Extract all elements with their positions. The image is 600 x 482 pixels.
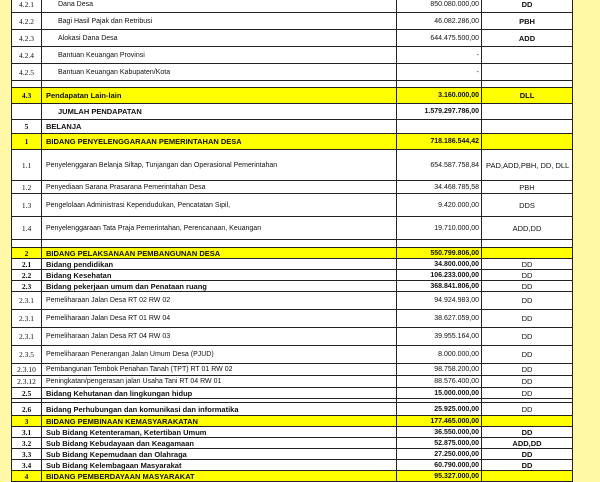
- row-code: 2.1: [12, 259, 42, 270]
- row-amount: 36.550.000,00: [397, 427, 482, 438]
- row-description: Bidang Perhubungan dan komunikasi dan informatika: [42, 403, 397, 416]
- row-description: Penyelenggaran Belanja Siltap, Tunjangan dan Operasional Pemerintahan: [42, 150, 397, 181]
- row-code: 3.1: [12, 427, 42, 438]
- row-source: PBH: [482, 13, 573, 30]
- row-description: Bidang Kesehatan: [42, 270, 397, 281]
- row-description: Sub Bidang Kepemudaan dan Olahraga: [42, 449, 397, 460]
- row-code: 2.3.12: [12, 376, 42, 388]
- row-code: 4.2.1: [12, 0, 42, 13]
- row-code: [12, 240, 42, 248]
- row-source: DD: [482, 346, 573, 364]
- table-row: [12, 310, 573, 328]
- row-source: DD: [482, 427, 573, 438]
- row-description: Bantuan Keuangan Provinsi: [42, 47, 397, 64]
- table-row: [12, 416, 573, 427]
- table-row: [12, 403, 573, 416]
- row-source: [482, 47, 573, 64]
- table-row: [12, 449, 573, 460]
- table-row: [12, 376, 573, 388]
- row-description: Bidang Kehutanan dan lingkungan hidup: [42, 388, 397, 399]
- table-row: [12, 88, 573, 104]
- row-code: 2.3.1: [12, 310, 42, 328]
- row-amount: 850.080.000,00: [397, 0, 482, 13]
- row-code: 2.5: [12, 388, 42, 399]
- row-code: 1.2: [12, 181, 42, 194]
- row-amount: -: [397, 47, 482, 64]
- table-row: [12, 104, 573, 120]
- row-source: [482, 134, 573, 150]
- row-amount: [397, 240, 482, 248]
- row-amount: 644.475.500,00: [397, 30, 482, 47]
- row-code: 5: [12, 120, 42, 134]
- row-description: BIDANG PELAKSANAAN PEMBANGUNAN DESA: [42, 248, 397, 259]
- table-row: [12, 388, 573, 399]
- row-source: DD: [482, 310, 573, 328]
- row-code: 4.2.5: [12, 64, 42, 81]
- table-row: [12, 281, 573, 292]
- row-code: [12, 81, 42, 88]
- row-amount: 88.576.400,00: [397, 376, 482, 388]
- row-amount: 34.468.785,58: [397, 181, 482, 194]
- row-code: 2.3.1: [12, 328, 42, 346]
- row-code: 1.1: [12, 150, 42, 181]
- row-amount: 98.758.200,00: [397, 364, 482, 376]
- row-code: 4.2.2: [12, 13, 42, 30]
- row-description: BIDANG PEMBERDAYAAN MASYARAKAT: [42, 471, 397, 482]
- row-amount: 94.924.983,00: [397, 292, 482, 310]
- row-source: DD: [482, 403, 573, 416]
- row-code: 2.3.5: [12, 346, 42, 364]
- row-description: Dana Desa: [42, 0, 397, 13]
- row-source: DD: [482, 328, 573, 346]
- table-row: [12, 150, 573, 181]
- row-code: 2: [12, 248, 42, 259]
- row-code: 4.2.4: [12, 47, 42, 64]
- row-code: 2.3: [12, 281, 42, 292]
- table-row: [12, 240, 573, 248]
- row-amount: 19.710.000,00: [397, 217, 482, 240]
- row-source: PAD,ADD,PBH, DD, DLL: [482, 150, 573, 181]
- row-source: DD: [482, 270, 573, 281]
- row-description: [42, 81, 397, 88]
- row-code: 1.3: [12, 194, 42, 217]
- row-description: Pemeliharaan Jalan Desa RT 02 RW 02: [42, 292, 397, 310]
- row-description: BIDANG PENYELENGGARAAN PEMERINTAHAN DESA: [42, 134, 397, 150]
- row-source: ADD,DD: [482, 217, 573, 240]
- row-description: Bagi Hasil Pajak dan Retribusi: [42, 13, 397, 30]
- row-code: [12, 104, 42, 120]
- row-source: [482, 240, 573, 248]
- table-row: [12, 346, 573, 364]
- row-description: Pemeliharaan Jalan Desa RT 04 RW 03: [42, 328, 397, 346]
- row-amount: [397, 120, 482, 134]
- row-amount: 25.925.000,00: [397, 403, 482, 416]
- row-source: [482, 248, 573, 259]
- row-amount: 3.160.000,00: [397, 88, 482, 104]
- row-description: Pemeliharaan Penerangan Jalan Umum Desa (PJUD): [42, 346, 397, 364]
- table-row: [12, 438, 573, 449]
- row-code: 3.2: [12, 438, 42, 449]
- row-amount: 34.800.000,00: [397, 259, 482, 270]
- row-description: Pengelolaan Administrasi Kependudukan, Pencatatan Sipil,: [42, 194, 397, 217]
- row-description: Pendapatan Lain-lain: [42, 88, 397, 104]
- row-description: Pembangunan Tembok Penahan Tanah (TPT) RT 01 RW 02: [42, 364, 397, 376]
- row-source: DD: [482, 364, 573, 376]
- row-amount: 550.799.806,00: [397, 248, 482, 259]
- table-row: [12, 460, 573, 471]
- row-description: Peningkatan/pengerasan jalan Usaha Tani RT 04 RW 01: [42, 376, 397, 388]
- row-amount: 46.082.286,00: [397, 13, 482, 30]
- row-amount: 27.250.000,00: [397, 449, 482, 460]
- table-row: [12, 120, 573, 134]
- table-row: [12, 364, 573, 376]
- row-source: DD: [482, 281, 573, 292]
- row-description: Sub Bidang Kelembagaan Masyarakat: [42, 460, 397, 471]
- row-amount: 1.579.297.786,00: [397, 104, 482, 120]
- row-source: DD: [482, 449, 573, 460]
- row-amount: 9.420.000,00: [397, 194, 482, 217]
- row-amount: 106.233.000,00: [397, 270, 482, 281]
- row-amount: 368.841.806,00: [397, 281, 482, 292]
- row-source: [482, 120, 573, 134]
- row-description: Sub Bidang Kebudayaan dan Keagamaan: [42, 438, 397, 449]
- table-row: [12, 47, 573, 64]
- row-description: Penyediaan Sarana Prasarana Pemerintahan Desa: [42, 181, 397, 194]
- row-amount: [397, 81, 482, 88]
- row-source: DD: [482, 292, 573, 310]
- row-amount: 52.875.000,00: [397, 438, 482, 449]
- row-amount: 95.327.000,00: [397, 471, 482, 482]
- row-code: 2.6: [12, 403, 42, 416]
- row-description: Penyelenggaraan Tata Praja Pemerintahan, Perencanaan, Keuangan: [42, 217, 397, 240]
- row-code: 2.3.10: [12, 364, 42, 376]
- row-source: ADD,DD: [482, 438, 573, 449]
- row-description: JUMLAH PENDAPATAN: [42, 104, 397, 120]
- table-row: [12, 248, 573, 259]
- row-code: 1: [12, 134, 42, 150]
- row-description: BIDANG PEMBINAAN KEMASYARAKATAN: [42, 416, 397, 427]
- row-description: Bantuan Keuangan Kabupaten/Kota: [42, 64, 397, 81]
- row-code: 2.3.1: [12, 292, 42, 310]
- row-source: DD: [482, 0, 573, 13]
- row-code: 3: [12, 416, 42, 427]
- table-row: [12, 64, 573, 81]
- row-amount: 15.000.000,00: [397, 388, 482, 399]
- row-source: DDS: [482, 194, 573, 217]
- row-description: Alokasi Dana Desa: [42, 30, 397, 47]
- table-row: [12, 471, 573, 482]
- row-code: 4: [12, 471, 42, 482]
- row-amount: -: [397, 64, 482, 81]
- row-amount: 60.790.000,00: [397, 460, 482, 471]
- table-row: [12, 292, 573, 310]
- row-source: [482, 64, 573, 81]
- table-row: [12, 328, 573, 346]
- row-code: 3.3: [12, 449, 42, 460]
- row-source: DD: [482, 388, 573, 399]
- row-source: ADD: [482, 30, 573, 47]
- table-row: [12, 0, 573, 13]
- table-row: [12, 194, 573, 217]
- table-row: [12, 13, 573, 30]
- table-row: [12, 270, 573, 281]
- row-source: DD: [482, 259, 573, 270]
- table-row: [12, 217, 573, 240]
- row-amount: 8.000.000,00: [397, 346, 482, 364]
- row-source: [482, 471, 573, 482]
- row-source: DD: [482, 460, 573, 471]
- row-source: DLL: [482, 88, 573, 104]
- table-row: [12, 181, 573, 194]
- row-code: 1.4: [12, 217, 42, 240]
- table-row: [12, 259, 573, 270]
- row-description: [42, 240, 397, 248]
- row-description: Bidang pekerjaan umum dan Penataan ruang: [42, 281, 397, 292]
- row-source: DD: [482, 376, 573, 388]
- row-amount: 718.186.544,42: [397, 134, 482, 150]
- row-description: Sub Bidang Ketenteraman, Ketertiban Umum: [42, 427, 397, 438]
- table-row: [12, 81, 573, 88]
- row-amount: 177.465.000,00: [397, 416, 482, 427]
- row-code: 4.3: [12, 88, 42, 104]
- table-row: [12, 30, 573, 47]
- budget-table-body: [12, 0, 573, 482]
- row-description: Bidang pendidikan: [42, 259, 397, 270]
- row-amount: 39.955.164,00: [397, 328, 482, 346]
- row-code: 3.4: [12, 460, 42, 471]
- row-code: 2.2: [12, 270, 42, 281]
- row-description: BELANJA: [42, 120, 397, 134]
- row-source: PBH: [482, 181, 573, 194]
- row-source: [482, 416, 573, 427]
- row-amount: 38.627.059,00: [397, 310, 482, 328]
- table-row: [12, 427, 573, 438]
- row-source: [482, 81, 573, 88]
- row-amount: 654.587.758,84: [397, 150, 482, 181]
- row-code: 4.2.3: [12, 30, 42, 47]
- table-row: [12, 134, 573, 150]
- row-description: Pemeliharaan Jalan Desa RT 01 RW 04: [42, 310, 397, 328]
- budget-table: [11, 0, 573, 482]
- row-source: [482, 104, 573, 120]
